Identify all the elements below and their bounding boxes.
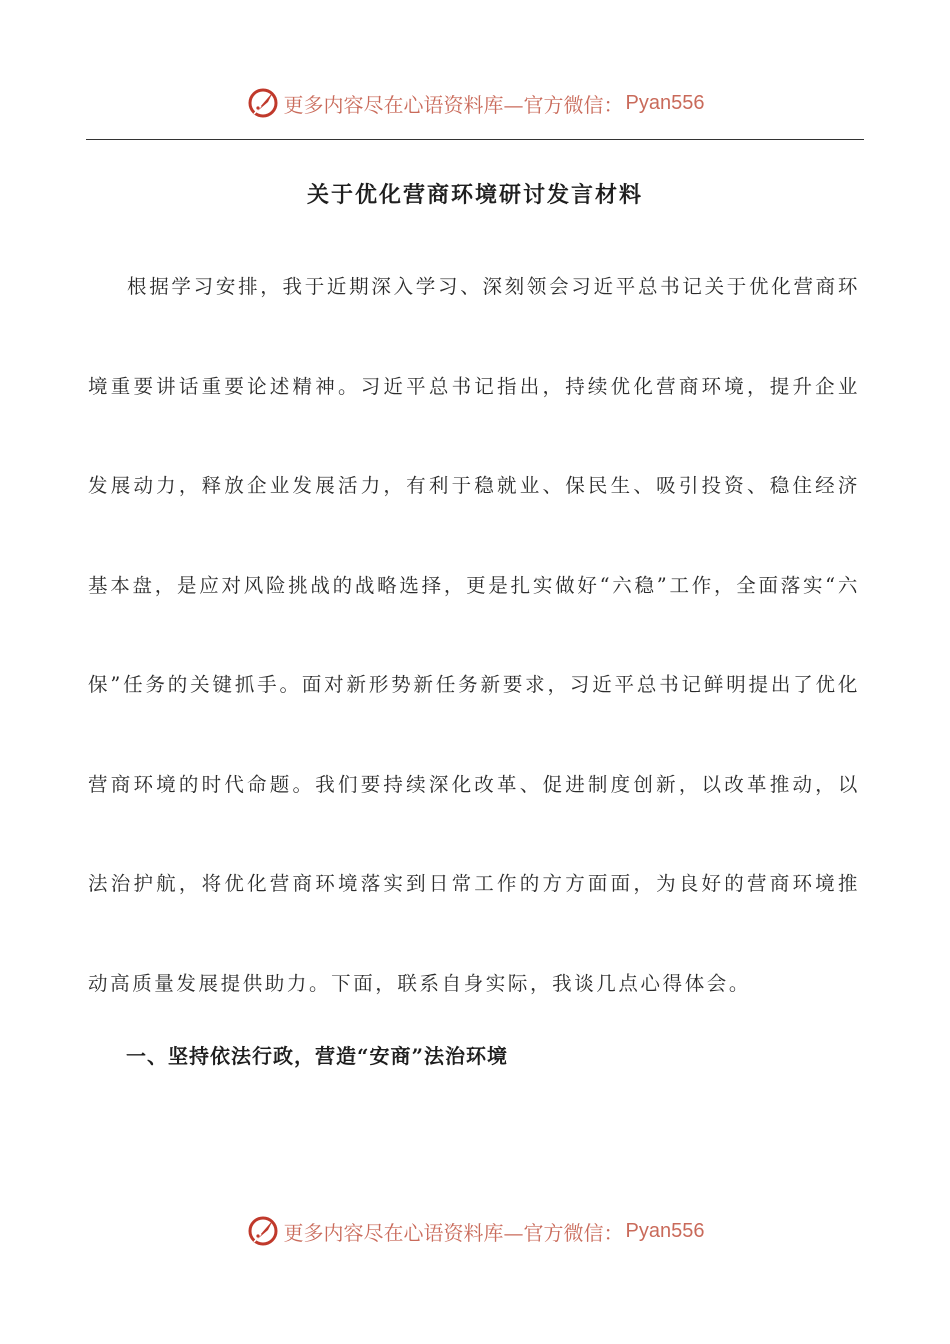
header-divider xyxy=(86,139,864,140)
header-banner xyxy=(0,78,950,128)
document-title: 关于优化营商环境研讨发言材料 xyxy=(306,182,643,208)
footer-banner xyxy=(0,1206,950,1256)
footer-wechat-id: Pyan556 xyxy=(625,1219,705,1242)
header-wechat-id: Pyan556 xyxy=(625,91,705,114)
quill-pen-circle-logo-icon xyxy=(246,86,280,120)
section-heading: 一、坚持依法行政，营造“安商”法治环境 xyxy=(126,1044,509,1068)
quill-pen-circle-logo-icon xyxy=(246,1214,280,1248)
header-banner-text: 更多内容尽在心语资料库—官方微信： xyxy=(283,92,624,117)
footer-banner-text: 更多内容尽在心语资料库—官方微信： xyxy=(283,1220,624,1245)
body-paragraph: 根据学习安排，我于近期深入学习、深刻领会习近平总书记关于优化营商环境重要讲话重要论述精神。习近平总书记指出，持续优化营商环境，提升企业发展动力，释放企业发展活力，有利于稳就业、保民生、吸引投资、稳住经济基本盘，是应对风险挑战的战略选择，更是扎实做好“六稳”工作，全面落实“六保”任务的关键抓手。面对新形势新任务新要求，习近平总书记鲜明提出了优化营商环境的时代命题。我们要持续深化改革、促进制度创新，以改革推动，以法治护航，将优化营商环境落实到日常工作的方方面面，为良好的营商环境推动高质量发展提供助力。下面，联系自身实际，我谈几点心得体会。 xyxy=(88,275,860,995)
